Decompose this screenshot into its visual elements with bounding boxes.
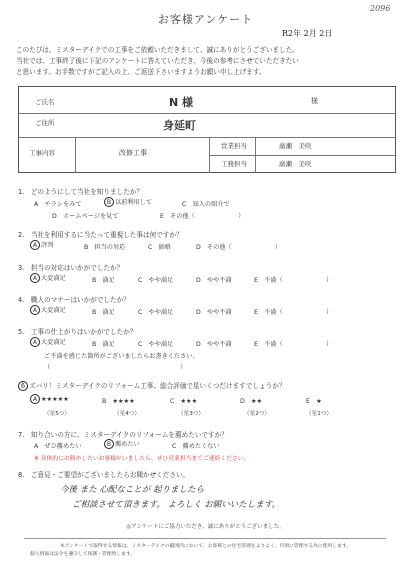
question-2: 2. 当社を利用するに当たって重視した事は何ですか？ (18, 231, 183, 239)
footer-divider (24, 538, 386, 539)
question-3: 3. 担当の対応はいかがでしたか？ (18, 264, 124, 272)
site-label: 工務担当 (221, 160, 247, 168)
name-label: ご氏名 (35, 98, 55, 106)
q5-option-d[interactable]: D やや不満 (196, 341, 232, 348)
q1-option-c[interactable]: C 知人の紹介で (182, 201, 230, 208)
handwritten-comment-line: 今後 また 心配なことが 起りましたら (60, 485, 205, 495)
q5-option-b[interactable]: B 満足 (92, 341, 115, 348)
page-title: お客様アンケート (157, 13, 254, 26)
q3-option-e[interactable]: E 不満（ ） (254, 277, 333, 284)
divider (209, 155, 395, 156)
q1-option-e[interactable]: E その他（ ） (160, 213, 245, 220)
q6-option-b[interactable]: B ★★★★ (102, 398, 135, 405)
selected-circle: A (30, 240, 40, 250)
handwritten-comment-line: ご相談させて頂きます。 よろしく お願いいたします。 (72, 500, 281, 510)
q6-star-caption: （星1つ） (306, 411, 332, 417)
selected-circle: A (30, 305, 40, 315)
intro-line: と思います。お手数ですがご記入の上、ご返送下さいますようお願い申し上げます。 (16, 68, 266, 76)
footer-privacy-line: 個人情報は法令を遵守して保護・管理致します。 (30, 552, 136, 557)
document-number: 2096 (370, 4, 391, 13)
site-value: 廣瀬 美咲 (279, 160, 312, 168)
q1-option-d[interactable]: D ホームページを見て (52, 213, 119, 220)
selected-circle: A (30, 394, 40, 404)
q3-option-a[interactable]: A 大変満足 (30, 273, 66, 283)
q2-option-b[interactable]: B 担当の対応 (84, 244, 126, 251)
work-label: 工事内容 (29, 149, 55, 157)
divider (209, 137, 210, 173)
q2-option-c[interactable]: C 価格 (148, 244, 171, 251)
q3-option-c[interactable]: C やや満足 (138, 277, 174, 284)
q4-option-e[interactable]: E 不満（ ） (254, 309, 333, 316)
q2-option-d[interactable]: D その他（ ） (196, 244, 282, 251)
thanks-text: ◎アンケートにご協力いただき、誠にありがとうございました。 (126, 524, 285, 530)
intro-text (16, 45, 402, 78)
question-8: 8. ご意見・ご要望がございましたらお聞かせください。 (18, 471, 190, 479)
q5-followup: ご不満を感じた箇所がございましたらお書きください。 (44, 353, 199, 360)
q5-option-a[interactable]: A 大変満足 (30, 337, 66, 347)
q2-option-a[interactable]: A 評判 (30, 240, 53, 250)
date: R2年 2月 2日 (282, 29, 333, 38)
selected-circle: A (30, 273, 40, 283)
intro-line: このたびは、ミスターデイクでの工事をご依頼いただきまして、誠にありがとうございました。 (16, 46, 299, 54)
q3-option-b[interactable]: B 満足 (92, 277, 115, 284)
q4-option-c[interactable]: C やや満足 (138, 309, 174, 316)
q6-option-a[interactable]: A ★★★★★ (30, 394, 69, 404)
question-1: 1. どのようにして当社を知りましたか？ (18, 188, 143, 196)
q6-star-caption: （星2つ） (244, 411, 270, 417)
sales-value: 廣瀬 美咲 (279, 142, 312, 150)
selected-number-circle: 6 (18, 381, 28, 391)
q1-option-b[interactable]: B 以前利用して (104, 197, 152, 207)
divider (19, 113, 395, 114)
q3-option-d[interactable]: D やや不満 (196, 277, 232, 284)
q4-option-b[interactable]: B 満足 (92, 309, 115, 316)
q4-option-d[interactable]: D やや不満 (196, 309, 232, 316)
q6-star-caption: （星3つ） (178, 411, 204, 417)
q5-comment-field[interactable]: （ ） (44, 364, 187, 371)
intro-line: 当社では、工事終了後に下記のアンケートに答えていただき、今後の参考にさせていただきたい (16, 57, 299, 65)
divider (255, 137, 256, 173)
work-value: 改修工事 (119, 149, 147, 157)
q6-star-caption: （星4つ） (114, 411, 140, 417)
sales-label: 営業担当 (221, 142, 247, 150)
q6-option-c[interactable]: C ★★★ (170, 398, 198, 405)
q6-option-e[interactable]: E ★ (306, 398, 322, 405)
selected-circle: B (104, 439, 114, 449)
q5-option-c[interactable]: C やや満足 (138, 341, 174, 348)
divider (75, 137, 76, 173)
q6-option-d[interactable]: D ★★ (240, 398, 263, 405)
question-6: 6 ズバリ！ミスターデイクのリフォーム工事、総合評価で星いくつだけますでしょうか？ (18, 380, 285, 391)
address-value: 身延町 (163, 119, 196, 132)
question-4: 4. 職人のマナーはいかがでしたか？ (18, 296, 130, 304)
name-suffix: 様 (311, 97, 318, 105)
q7-option-a[interactable]: A ぜひ薦めたい (34, 443, 82, 450)
question-7: 7. 知り合いの方に、ミスターデイクのリフォームを薦めたいですか？ (18, 431, 228, 439)
name-value: N 様 (169, 96, 194, 109)
customer-info-box (18, 86, 396, 173)
footer-privacy-line: 本アンケートで取得する情報は、ミスターデイクの範囲内において、お客様との住宅管理をよりよく、円滑に管理する為に使用します。 (59, 544, 352, 549)
q5-option-e[interactable]: E 不満（ ） (254, 341, 333, 348)
q6-star-caption: （星5つ） (44, 411, 70, 417)
q7-note: ※ 具体的にお薦めしたいお客様がいましたら、ぜひ営業担当までご連絡ください。 (34, 456, 250, 462)
q7-option-c[interactable]: C 薦めたくない (172, 443, 220, 450)
question-5: 5. 工事の仕上がりはいかがでしたか？ (18, 328, 137, 336)
q7-option-b[interactable]: B 薦めたい (104, 439, 140, 449)
q1-option-a[interactable]: A チラシをみて (34, 201, 82, 208)
q4-option-a[interactable]: A 大変満足 (30, 305, 66, 315)
selected-circle: A (30, 337, 40, 347)
address-label: ご住所 (35, 119, 55, 127)
selected-circle: B (104, 197, 114, 207)
